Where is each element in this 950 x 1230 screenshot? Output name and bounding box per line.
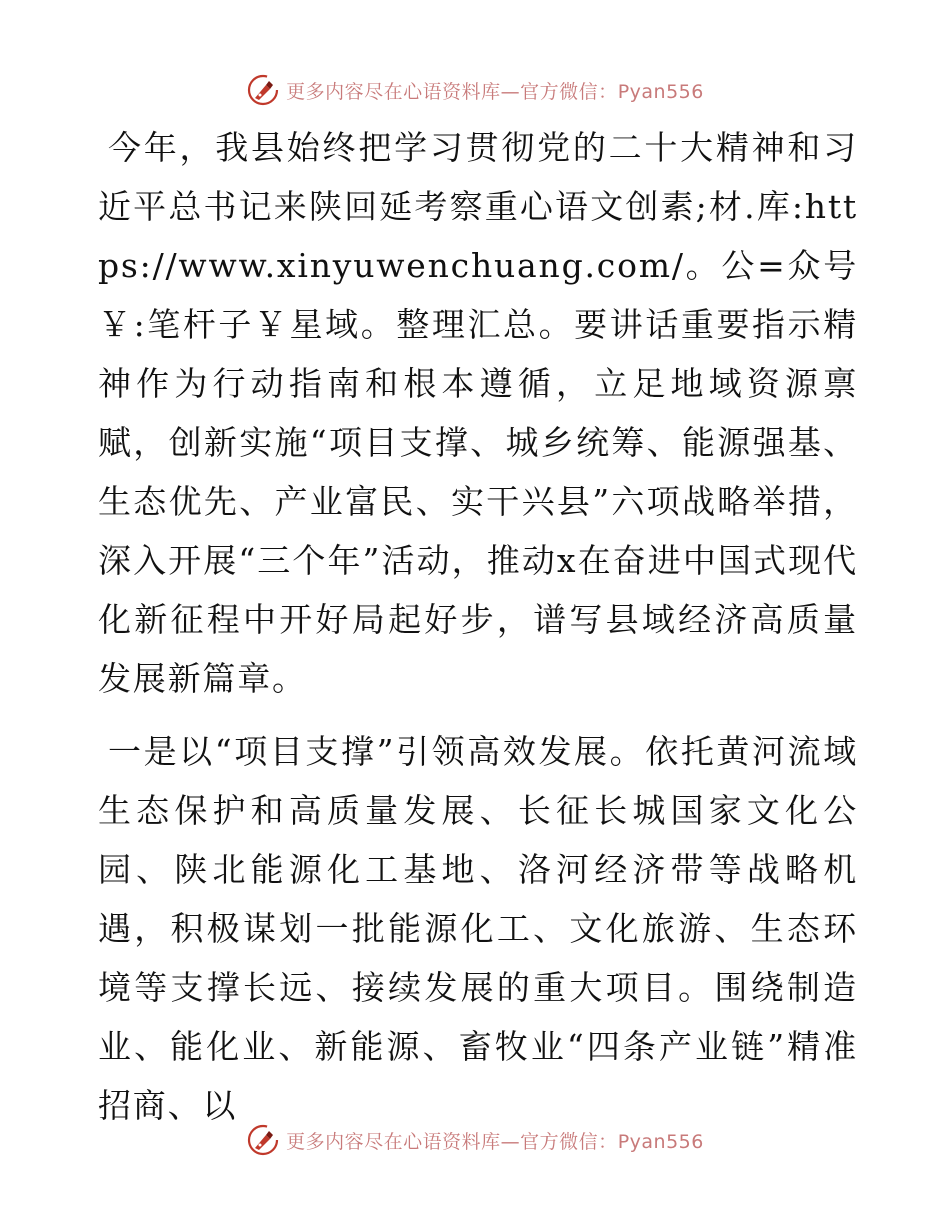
footer-watermark [0, 1120, 950, 1160]
pen-nib-logo-icon [246, 73, 280, 107]
header-watermark [0, 70, 950, 110]
document-body [98, 118, 858, 1135]
paragraph-intro: 今年，我县始终把学习贯彻党的二十大精神和习近平总书记来陕回延考察重心语文创素;材.库:https://www.xinyuwenchuang.com/。公=众号￥:笔杆子￥星域。整理汇总。要讲话重要指示精神作为行动指南和根本遵循，立足地域资源禀赋，创新实施“项目支撑、城乡统筹、能源强基、生态优先、产业富民、实干兴县”六项战略举措，深入开展“三个年”活动，推动x在奋进中国式现代化新征程中开好局起好步，谱写县域经济高质量发展新篇章。 [98, 128, 858, 698]
watermark-text: 更多内容尽在心语资料库—官方微信：Pyan556 [286, 80, 704, 103]
watermark-text: 更多内容尽在心语资料库—官方微信：Pyan556 [286, 1130, 704, 1153]
pen-nib-logo-icon [246, 1123, 280, 1157]
paragraph-project-support: 一是以“项目支撑”引领高效发展。依托黄河流域生态保护和高质量发展、长征长城国家文化公园、陕北能源化工基地、洛河经济带等战略机遇，积极谋划一批能源化工、文化旅游、生态环境等支撑长远、接续发展的重大项目。围绕制造业、能化业、新能源、畜牧业“四条产业链”精准招商、以 [98, 732, 858, 1125]
